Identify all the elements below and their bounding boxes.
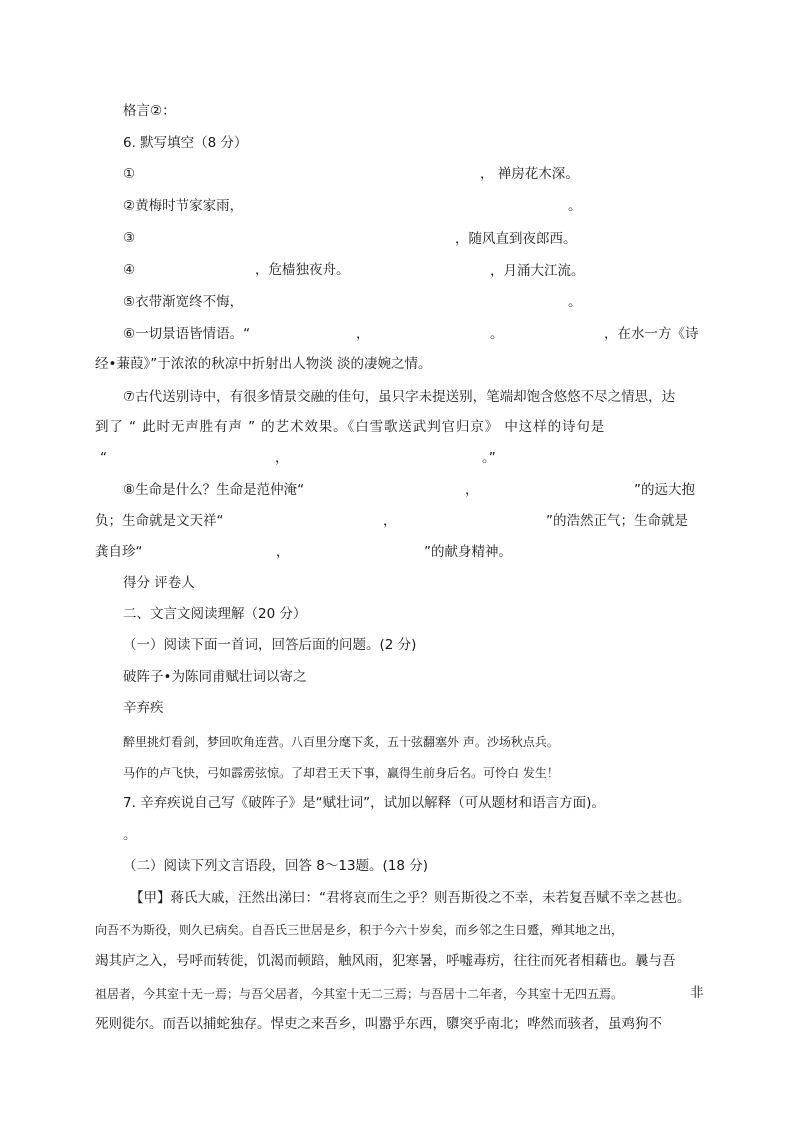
fill-2-end: 。 [568, 198, 582, 214]
fill-6-comma: ， [356, 326, 370, 342]
fill-5-end: 。 [568, 294, 582, 310]
section-2-title: 二、文言文阅读理解（20 分） [123, 606, 307, 622]
passage-jia-line-5: 死则徙尔。而吾以捕蛇独存。悍吏之来吾乡，叫嚣乎东西，隳突乎南北；哗然而骇者，虽鸡狗不 [95, 1016, 662, 1032]
poem-author: 辛弃疾 [123, 700, 164, 716]
poem-line-1: 醉里挑灯看剑，梦回吹角连营。八百里分麾下炙，五十弦翻塞外 声。沙场秋点兵。 [123, 735, 559, 749]
fill-3-tail: ，随风直到夜郎西。 [455, 231, 577, 247]
fill-7-line-1: ⑦古代送别诗中，有很多情景交融的佳句，虽只字未提送别，笔端却饱含悠悠不尽之情思，达 [123, 389, 676, 405]
question-7: 7. 辛弃疾说自己写《破阵子》是“赋壮词”，试加以解释（可从题材和语言方面)。 [123, 795, 605, 811]
fill-8-line-3-tail: ”的献身精神。 [424, 544, 512, 560]
fill-4-tail: ，月涌大江流。 [490, 263, 585, 279]
passage-jia-line-4: 祖居者，今其室十无一焉；与吾父居者，今其室十无二三焉；与吾居十二年者，今其室十无四五焉。 [95, 987, 624, 1001]
fill-4-middle: ，危樯独夜舟。 [255, 262, 350, 278]
fill-6-period: 。 [490, 326, 504, 342]
fill-8-line-3-start: 龚自珍“ [95, 544, 143, 560]
fill-2-text: ②黄梅时节家家雨， [123, 198, 244, 214]
passage-jia-line-4-end: 非 [690, 985, 704, 1001]
poem-title: 破阵子•为陈同甫赋壮词以寄之 [123, 669, 307, 685]
fill-6-start: ⑥一切景语皆情语。“ [123, 326, 251, 342]
fill-5-text: ⑤衣带渐宽终不悔， [123, 294, 244, 310]
fill-7-end: 。” [482, 450, 496, 466]
question-6-title: 6. 默写填空（8 分） [123, 135, 248, 151]
question-7-end: 。 [123, 827, 137, 843]
fill-8-line-3-comma: ， [276, 544, 290, 560]
fill-6-tail: ，在水一方《诗 [604, 326, 699, 342]
fill-7-comma: ， [275, 450, 289, 466]
subsection-1-title: （一）阅读下面一首词，回答后面的问题。(2 分) [123, 637, 417, 653]
score-label: 得分 评卷人 [123, 575, 195, 591]
passage-jia-line-2: 向吾不为斯役，则久已病矣。自吾氏三世居是乡，积于今六十岁矣，而乡邻之生日蹙，殚其地之出， [95, 923, 624, 937]
fill-8-line-2-start: 负；生命就是文天祥“ [95, 513, 224, 529]
fill-3-number: ③ [123, 230, 136, 246]
fill-8-comma: ， [465, 482, 479, 498]
fill-8-line-2-tail: ”的浩然正气；生命就是 [546, 513, 688, 529]
fill-1-number: ① [123, 166, 136, 182]
geyan-line: 格言②： [123, 103, 176, 119]
subsection-2-title: （二）阅读下列文言语段，回答 8～13题。(18 分) [123, 858, 429, 874]
poem-line-2: 马作的卢飞快，弓如霹雳弦惊。了却君王天下事，赢得生前身后名。可怜白 发生！ [123, 766, 559, 780]
fill-4-number: ④ [123, 262, 136, 278]
fill-7-line-2: 到了 “ 此时无声胜有声 ” 的艺术效果。《白雪歌送武判官归京》 中这样的诗句是 [95, 419, 606, 435]
fill-8-line-2-comma: ， [383, 513, 397, 529]
passage-jia-line-3: 竭其庐之入，号呼而转徙，饥渴而顿踣，触风雨，犯寒暑，呼嘘毒疠，往往而死者相藉也。曩与吾 [95, 953, 676, 969]
fill-1-tail: ， 禅房花木深。 [480, 166, 579, 182]
fill-6-line-2: 经•蒹葭》”于浓浓的秋凉中折射出人物淡 淡的凄婉之情。 [95, 356, 432, 372]
fill-8-tail: ”的远大抱 [634, 482, 695, 498]
fill-7-open-quote: “ [100, 450, 107, 466]
passage-jia-line-1: 【甲】蒋氏大戚，汪然出涕曰：“君将哀而生之乎？则吾斯役之不幸，未若复吾赋不幸之甚也。 [130, 890, 691, 906]
fill-8-start: ⑧生命是什么？生命是范仲淹“ [123, 482, 305, 498]
